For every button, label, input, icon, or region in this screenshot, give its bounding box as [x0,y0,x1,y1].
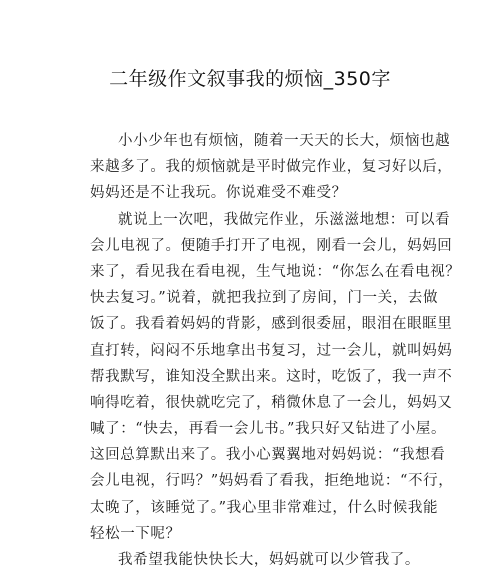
paragraph-3-line-1: 我希望我能快快长大，妈妈就可以少管我了。 [118,552,420,568]
paragraph-1-line-3: 妈妈还是不让我玩。你说难受不难受？ [90,185,347,202]
document-body [90,128,461,573]
paragraph-2-line-13: 轻松一下呢？ [90,525,181,542]
paragraph-1-line-1: 小小少年也有烦恼，随着一天天的长大，烦恼也越 [118,133,451,149]
paragraph-2-line-1: 就说上一次吧，我做完作业，乐滋滋地想：可以看 [118,211,451,228]
paragraph-2-line-8: 响得吃着，很快就吃完了，稍微休息了一会儿，妈妈又 [90,394,453,411]
paragraph-2-line-6: 直打转，闷闷不乐地拿出书复习，过一会儿，就叫妈妈 [90,342,453,359]
paragraph-2-line-10: 这回总算默出来了。我小心翼翼地对妈妈说：“我想看 [90,447,446,464]
paragraph-1-line-2: 来越多了。我的烦恼就是平时做完作业，复习好以后， [90,159,453,176]
paragraph-2-line-2: 会儿电视了。便随手打开了电视，刚看一会儿，妈妈回 [90,237,453,254]
paragraph-2-line-7: 帮我默写，谁知没全默出来。这时，吃饭了，我一声不 [90,368,453,385]
paragraph-2-line-11: 会儿电视，行吗？”妈妈看了看我，拒绝地说：“不行， [90,473,454,490]
paragraph-2-line-9: 喊了：“快去，再看一会儿书。”我只好又钻进了小屋。 [90,421,447,438]
paragraph-2-line-5: 饭了。我看着妈妈的背影，感到很委屈，眼泪在眼眶里 [90,316,453,333]
paragraph-2-line-12: 太晚了，该睡觉了。”我心里非常难过，什么时候我能 [90,499,439,516]
paragraph-2-line-4: 快去复习。”说着，就把我拉到了房间，门一关，去做 [90,290,439,307]
document-title: 二年级作文叙事我的烦恼_350字 [109,68,391,90]
paragraph-2-line-3: 来了，看见我在看电视，生气地说：“你怎么在看电视？ [90,263,461,280]
